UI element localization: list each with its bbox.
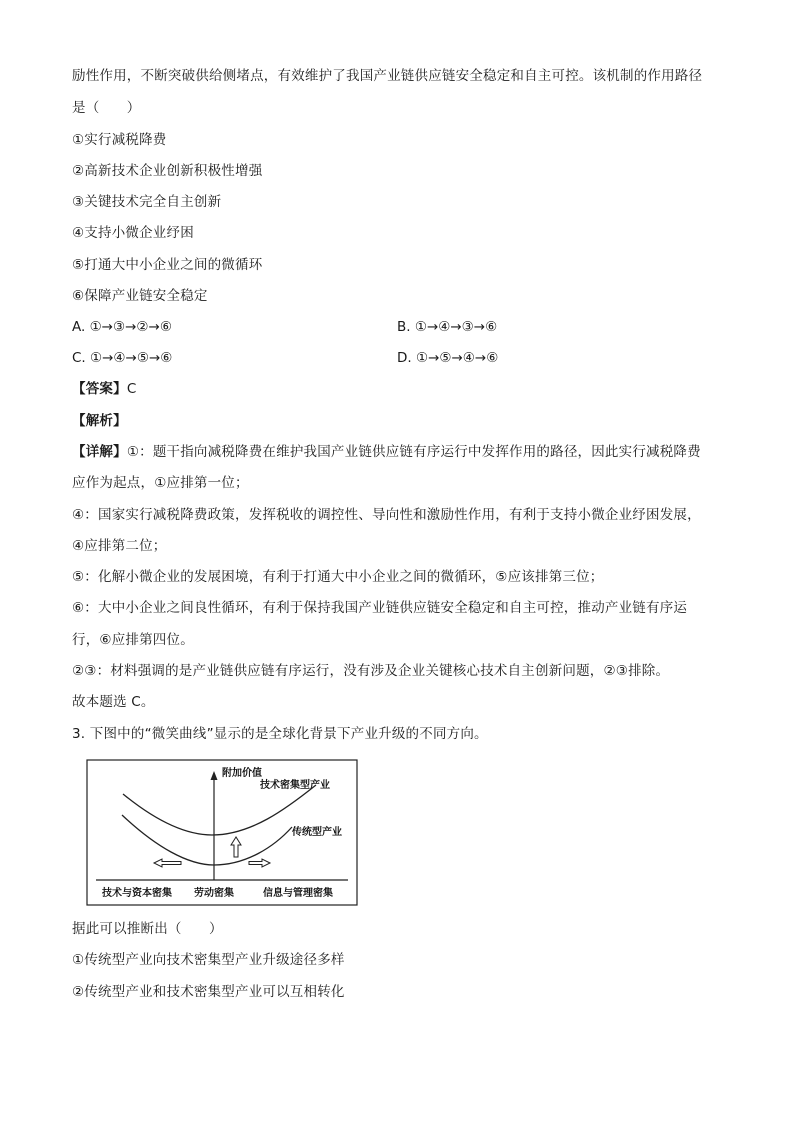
smile-curve-svg bbox=[86, 759, 358, 906]
q2-detail-4a: ⑥：大中小企业之间良性循环，有利于保持我国产业链供应链安全稳定和自主可控，推动产业链有序运 bbox=[72, 600, 688, 616]
q2-detail-1a bbox=[72, 443, 701, 461]
q2-conclusion: 故本题选 C。 bbox=[72, 694, 155, 710]
detail-1a-text: ①：题干指向减税降费在维护我国产业链供应链有序运行中发挥作用的路径，因此实行减税降费 bbox=[126, 444, 701, 460]
q2-option-d: D. ①→⑤→④→⑥ bbox=[397, 350, 499, 366]
q2-item-5: ⑤打通大中小企业之间的微循环 bbox=[72, 257, 263, 273]
q2-stem-line-2: 是（ ） bbox=[72, 100, 141, 116]
q2-answer bbox=[72, 380, 136, 398]
q2-detail-4b: 行，⑥应排第四位。 bbox=[72, 632, 194, 648]
detail-label: 【详解】 bbox=[72, 444, 127, 460]
x-right-label: 信息与管理密集 bbox=[263, 888, 333, 899]
q2-analysis-label: 【解析】 bbox=[72, 413, 127, 429]
q2-item-3: ③关键技术完全自主创新 bbox=[72, 194, 222, 210]
q2-detail-5: ②③：材料强调的是产业链供应链有序运行，没有涉及企业关键核心技术自主创新问题，②③排除。 bbox=[72, 663, 670, 679]
q3-item-1: ①传统型产业向技术密集型产业升级途径多样 bbox=[72, 952, 345, 968]
q3-item-2: ②传统型产业和技术密集型产业可以互相转化 bbox=[72, 984, 345, 1000]
q2-detail-3: ⑤：化解小微企业的发展困境，有利于打通大中小企业之间的微循环，⑤应该排第三位； bbox=[72, 569, 604, 585]
q2-detail-2b: ④应排第二位； bbox=[72, 538, 167, 554]
q2-detail-1b: 应作为起点，①应排第一位； bbox=[72, 475, 249, 491]
q2-item-6: ⑥保障产业链安全稳定 bbox=[72, 288, 208, 304]
answer-label: 【答案】 bbox=[72, 381, 127, 397]
q2-item-4: ④支持小微企业纾困 bbox=[72, 225, 194, 241]
x-mid-label: 劳动密集 bbox=[194, 888, 234, 899]
smile-curve-figure bbox=[86, 759, 358, 906]
q2-item-1: ①实行减税降费 bbox=[72, 132, 167, 148]
x-left-label: 技术与资本密集 bbox=[102, 888, 172, 899]
upper-curve-label: 技术密集型产业 bbox=[260, 780, 330, 791]
q3-question: 据此可以推断出（ ） bbox=[72, 921, 223, 937]
q2-stem-line-1: 励性作用，不断突破供给侧堵点，有效维护了我国产业链供应链安全稳定和自主可控。该机制的作用路径 bbox=[72, 68, 703, 84]
q2-option-b: B. ①→④→③→⑥ bbox=[397, 319, 498, 335]
q2-option-c: C. ①→④→⑤→⑥ bbox=[72, 350, 173, 366]
q2-item-2: ②高新技术企业创新积极性增强 bbox=[72, 163, 263, 179]
lower-curve-label: 传统型产业 bbox=[292, 827, 342, 838]
y-axis-label: 附加价值 bbox=[222, 768, 262, 779]
q3-stem: 3. 下图中的“微笑曲线”显示的是全球化背景下产业升级的不同方向。 bbox=[72, 726, 488, 742]
q2-option-a: A. ①→③→②→⑥ bbox=[72, 319, 172, 335]
q2-detail-2a: ④：国家实行减税降费政策，发挥税收的调控性、导向性和激励性作用，有利于支持小微企业纾困发展， bbox=[72, 507, 701, 523]
answer-value: C bbox=[126, 381, 137, 397]
